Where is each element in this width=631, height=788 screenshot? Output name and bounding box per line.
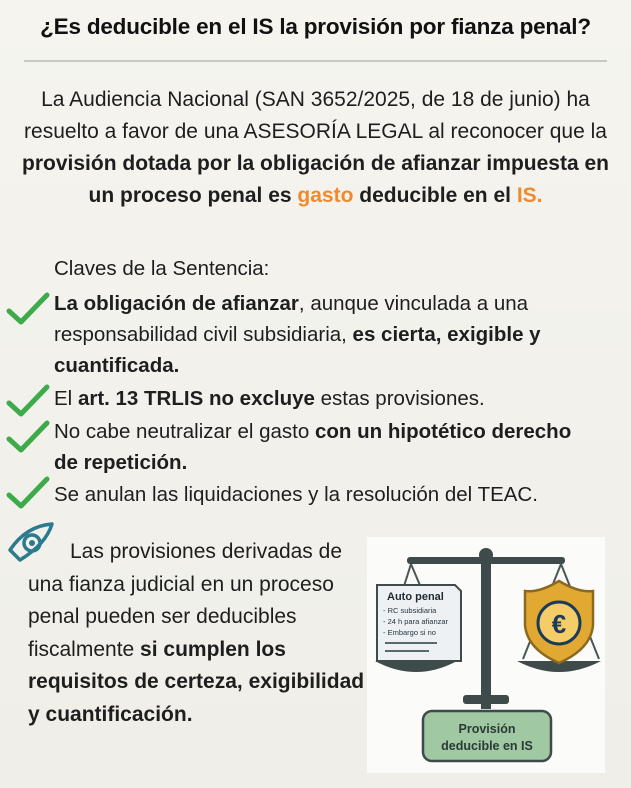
page-title: ¿Es deducible en el IS la provisión por fianza penal? [40, 14, 591, 39]
euro-symbol: € [551, 609, 567, 639]
key-item-3-bold: con un hipotético derecho de repetición. [54, 420, 572, 474]
intro-bold: provisión dotada por la obligación de afianzar impuesta en un proceso penal es [22, 152, 609, 207]
key-item-2-text-b: estas provisiones. [314, 387, 485, 410]
intro-text: La Audiencia Nacional (SAN 3652/2025, de 18 de junio) ha resuelto a favor de una ASESORÍA LEGAL al reconocer que la [24, 88, 607, 143]
key-item-2 [54, 383, 624, 414]
key-item-3 [54, 416, 594, 478]
key-item-3-text: No cabe neutralizar el gasto [54, 420, 315, 443]
box-line-2: deducible en IS [441, 739, 533, 753]
doc-line-3: - Embargo si no [383, 628, 436, 637]
key-item-1-bold-a: La obligación de afianzar [54, 292, 299, 315]
checkmark-icon [6, 292, 50, 326]
divider [24, 60, 607, 62]
conclusion-bold: si cumplen los requisitos de certeza, exigibilidad y cuantificación. [28, 637, 365, 726]
key-item-1-bold-b: es cierta, exigible y cuantificada. [54, 323, 541, 377]
key-item-2-text-a: El [54, 387, 78, 410]
checkmark-icon [6, 384, 50, 418]
intro-highlight-is: IS. [516, 184, 543, 207]
checkmark-icon [6, 476, 50, 510]
doc-line-2: - 24 h para afianzar [383, 617, 449, 626]
document-icon [377, 585, 461, 661]
intro-highlight-gasto: gasto [297, 184, 354, 207]
key-item-1 [54, 288, 624, 381]
scale-of-justice-icon [367, 537, 605, 773]
doc-line-1: - RC subsidiaria [383, 606, 437, 615]
key-item-4-text: Se anulan las liquidaciones y la resolución del TEAC. [54, 483, 538, 506]
intro-paragraph [10, 84, 621, 212]
key-item-2-bold: art. 13 TRLIS no excluye [77, 387, 315, 410]
conclusion-text: Las provisiones derivadas de una fianza judicial en un proceso penal pueden ser deducibles fiscalmente [28, 540, 342, 661]
checkmark-icon [6, 420, 50, 454]
keys-heading: Claves de la Sentencia: [54, 257, 270, 280]
key-item-4 [54, 479, 624, 510]
doc-title: Auto penal [387, 591, 444, 603]
conclusion-paragraph [28, 536, 368, 731]
scale-illustration [367, 537, 605, 773]
key-item-1-text: , aunque vinculada a una responsabilidad civil subsidiaria, [54, 292, 529, 346]
intro-bold-2: deducible en el [353, 184, 517, 207]
box-line-1: Provisión [458, 722, 516, 736]
euro-shield-icon [525, 581, 593, 663]
provision-label-box [423, 711, 551, 761]
